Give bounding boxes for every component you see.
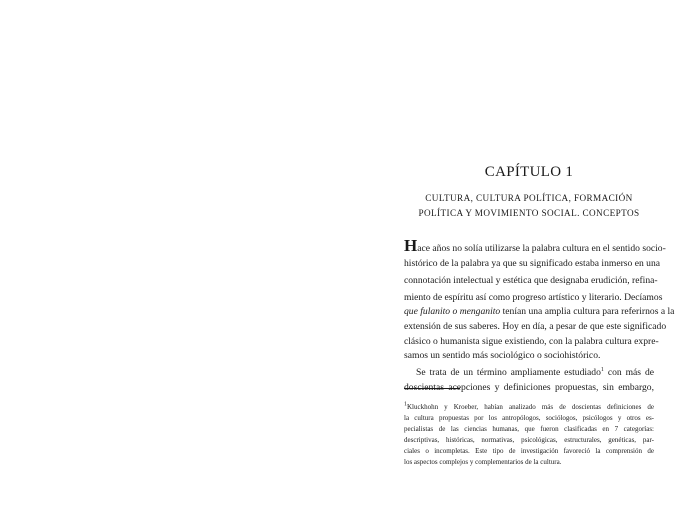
footnote-line-5: ciales o incompletas. Este tipo de investigación favoreció la comprensión de [404, 447, 654, 455]
body-line-1-text: ace años no solía utilizarse la palabra cultura en el sentido socio- [417, 243, 666, 254]
footnote-reference: 1 [600, 366, 604, 373]
footnote-line-4: descriptivas, históricas, normativas, psicológicas, estructurales, genéticas, par- [404, 436, 654, 444]
footnote-line-1-text: Kluckhohn y Kroeber, habían analizado más de doscientas definiciones de [407, 403, 654, 411]
body-line-5-text: tenían una amplia cultura para referirnos a la [500, 306, 675, 317]
drop-cap: H [404, 236, 418, 255]
body-line-9 [416, 367, 654, 379]
chapter-subtitle-line-1: CULTURA, CULTURA POLÍTICA, FORMACIÓN [425, 193, 633, 203]
body-line-6: extensión de sus saberes. Hoy en día, a pesar de que este significado [404, 321, 667, 332]
footnote-line-6: los aspectos complejos y complementarios de la cultura. [404, 458, 562, 466]
footnote-line-1 [404, 403, 654, 413]
body-line-5 [404, 306, 675, 318]
body-line-8: samos un sentido más sociológico o sociohistórico. [404, 350, 601, 361]
body-line-7: clásico o humanista sigue existiendo, con la palabra cultura expre- [404, 336, 659, 347]
footnote-marker: 1 [404, 401, 407, 408]
body-line-9-end: con más de [603, 367, 654, 378]
body-line-10: doscientas acepciones y definiciones propuestas, sin embargo, [404, 382, 654, 393]
body-line-3: connotación intelectual y estética que designaba erudición, refina- [404, 275, 658, 286]
body-line-4: miento de espíritu así como progreso artístico y literario. Decíamos [404, 292, 663, 303]
footnote-line-2: la cultura propuestas por los antropólogos, sociólogos, psicólogos y otros es- [404, 414, 654, 422]
body-line-2: histórico de la palabra ya que su significado estaba inmerso en una [404, 258, 661, 269]
chapter-subtitle-line-2: POLÍTICA Y MOVIMIENTO SOCIAL. CONCEPTOS [418, 208, 640, 218]
body-line-5-italic: que fulanito o menganito [404, 306, 501, 317]
footnote-line-3: pecialistas de las ciencias humanas, que fueron clasificadas en 7 categorías: [404, 425, 654, 433]
chapter-title: CAPÍTULO 1 [484, 164, 574, 180]
body-line-9-start: Se trata de un término ampliamente estudiado [416, 367, 601, 378]
footnote-separator [404, 388, 460, 389]
body-line-1 [404, 236, 666, 255]
